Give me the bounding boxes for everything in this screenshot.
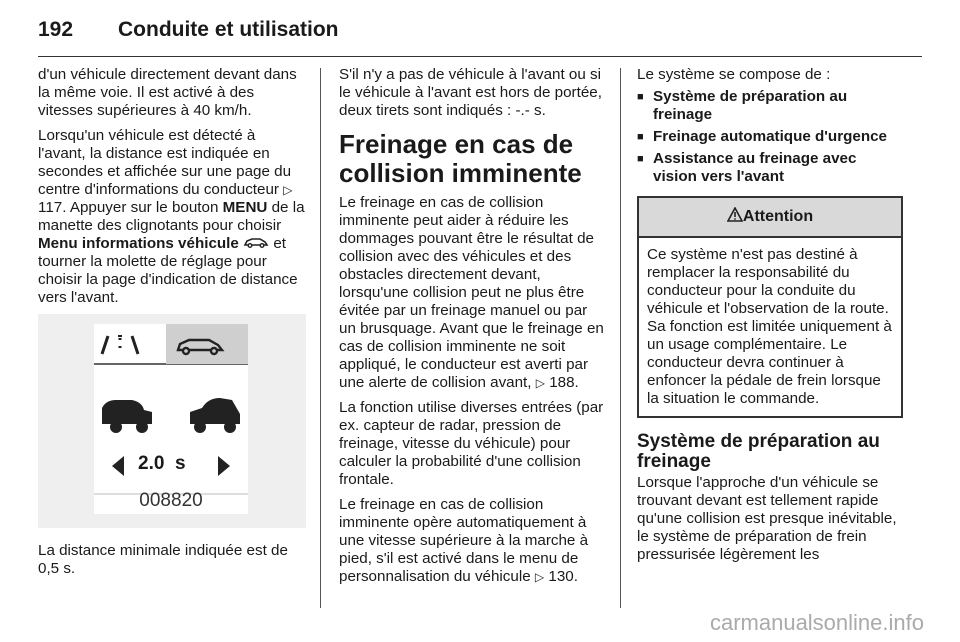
attention-header: [639, 198, 901, 238]
paragraph: Le freinage en cas de collision imminente peut aider à réduire les dommages pouvant être le résultat de collision avec des véhicules et des obstacles directement devant, lorsqu'une collision peut ne plus être évitée par un freinage manuel ou par un brusquage. Avant que le freinage en cas de collision imminente ne soit appliqué, le conducteur est averti par une alerte de collision avant, ▷ 188.: [339, 194, 604, 391]
menu-item-label: Menu informations véhicule: [38, 235, 239, 252]
column-divider: [620, 68, 621, 608]
subsection-heading: Système de préparation au freinage: [637, 431, 880, 472]
column-divider: [320, 68, 321, 608]
warning-triangle-icon: [727, 207, 743, 227]
paragraph: Le freinage en cas de collision imminente opère automatiquement à une vitesse supérieure à la marche à pied, s'il est activé dans le menu de personnalisation du véhicule ▷ 130.: [339, 496, 589, 585]
attention-box: [637, 196, 903, 418]
watermark: carmanualsonline.info: [709, 610, 924, 635]
page-ref-arrow-icon: ▷: [283, 183, 293, 197]
menu-button-label: MENU: [222, 199, 268, 216]
text: Le freinage en cas de collision imminente peut aider à réduire les dommages pouvant être le résultat de collision avec des véhicules et des obstacles directement devant, lorsqu'une collision peut ne plus être évitée par un freinage manuel ou par un brusquage. Avant que le freinage en cas de collision imminente ne soit appliqué, le conducteur est averti par une alerte de collision avant,: [339, 194, 604, 391]
car-icon: [243, 235, 273, 252]
text: et tourner la molette de réglage pour choisir la page d'indication de distance vers l'avant.: [38, 235, 298, 306]
page-ref: 130: [548, 568, 574, 585]
page-header: [38, 18, 339, 48]
time-gap-value: 2.0 s: [138, 453, 186, 474]
front-car-icon: [190, 398, 240, 433]
paragraph: S'il n'y a pas de véhicule à l'avant ou si le véhicule à l'avant est hors de portée, deux tirets sont indiqués : -.- s.: [339, 66, 602, 119]
attention-title: Attention: [742, 208, 814, 225]
text: de la manette des clignotants pour choisir: [38, 199, 305, 234]
paragraph: La fonction utilise diverses entrées (par ex. capteur de radar, pression de freinage, vitesse du véhicule) pour calculer la probabilité d'une collision frontale.: [339, 399, 604, 488]
header-rule: [38, 56, 922, 57]
distance-display-figure: [38, 314, 306, 528]
paragraph: [38, 127, 306, 307]
paragraph: d'un véhicule directement devant dans la même voie. Il est activé à des vitesses supérieures à 40 km/h.: [38, 66, 297, 119]
text: Le freinage en cas de collision imminente opère automatiquement à une vitesse supérieure à la marche à pied, s'il est activé dans le menu de personnalisation du véhicule: [339, 496, 589, 585]
page-ref-arrow-icon: ▷: [534, 570, 545, 584]
column-3: [637, 66, 903, 571]
right-arrow-icon: [218, 456, 230, 476]
page-ref: 188: [549, 374, 575, 391]
list-item: ■ Assistance au freinage avec vision vers l'avant: [637, 150, 903, 186]
chapter-title: Conduite et utilisation: [118, 18, 339, 41]
column-2: [339, 66, 605, 593]
list-item: ■ Système de préparation au freinage: [637, 88, 903, 124]
display-graphics: [94, 324, 248, 514]
text: . Appuyer sur le bouton: [62, 199, 219, 216]
figure-caption: La distance minimale indiquée est de 0,5 s.: [38, 542, 288, 577]
page-number: 192: [38, 18, 74, 41]
display-screen: [94, 324, 248, 514]
section-heading: Freinage en cas de collision imminente: [339, 129, 582, 188]
list-item: ■ Freinage automatique d'urgence: [637, 128, 903, 146]
text: Lorsqu'un véhicule est détecté à l'avant, la distance est indiquée en secondes et affichée sur une page du centre d'informations du conducteur: [38, 127, 292, 198]
attention-body: Ce système n'est pas destiné à remplacer la responsabilité du conducteur pour la conduite du véhicule et l'observation de la route. Sa fonction est limitée uniquement à un usage complémentaire. Le conducteur devra continuer à enfoncer la pédale de frein lorsque la situation le commande.: [647, 246, 892, 407]
rear-car-icon: [102, 400, 152, 433]
left-arrow-icon: [112, 456, 124, 476]
paragraph: Le système se compose de :: [637, 66, 831, 83]
paragraph: Lorsque l'approche d'un véhicule se trouvant devant est tellement rapide qu'une collision est presque inévitable, le système de préparation de frein pressurisée légèrement les: [637, 474, 897, 563]
page-ref-arrow-icon: ▷: [535, 376, 545, 390]
page-ref: 117: [38, 199, 63, 216]
column-1: [38, 66, 306, 585]
lane-icon: [102, 336, 138, 354]
bullet-list: [637, 88, 903, 186]
odometer-readout: 008820: [139, 490, 203, 511]
selected-tab-bg: [166, 324, 248, 364]
